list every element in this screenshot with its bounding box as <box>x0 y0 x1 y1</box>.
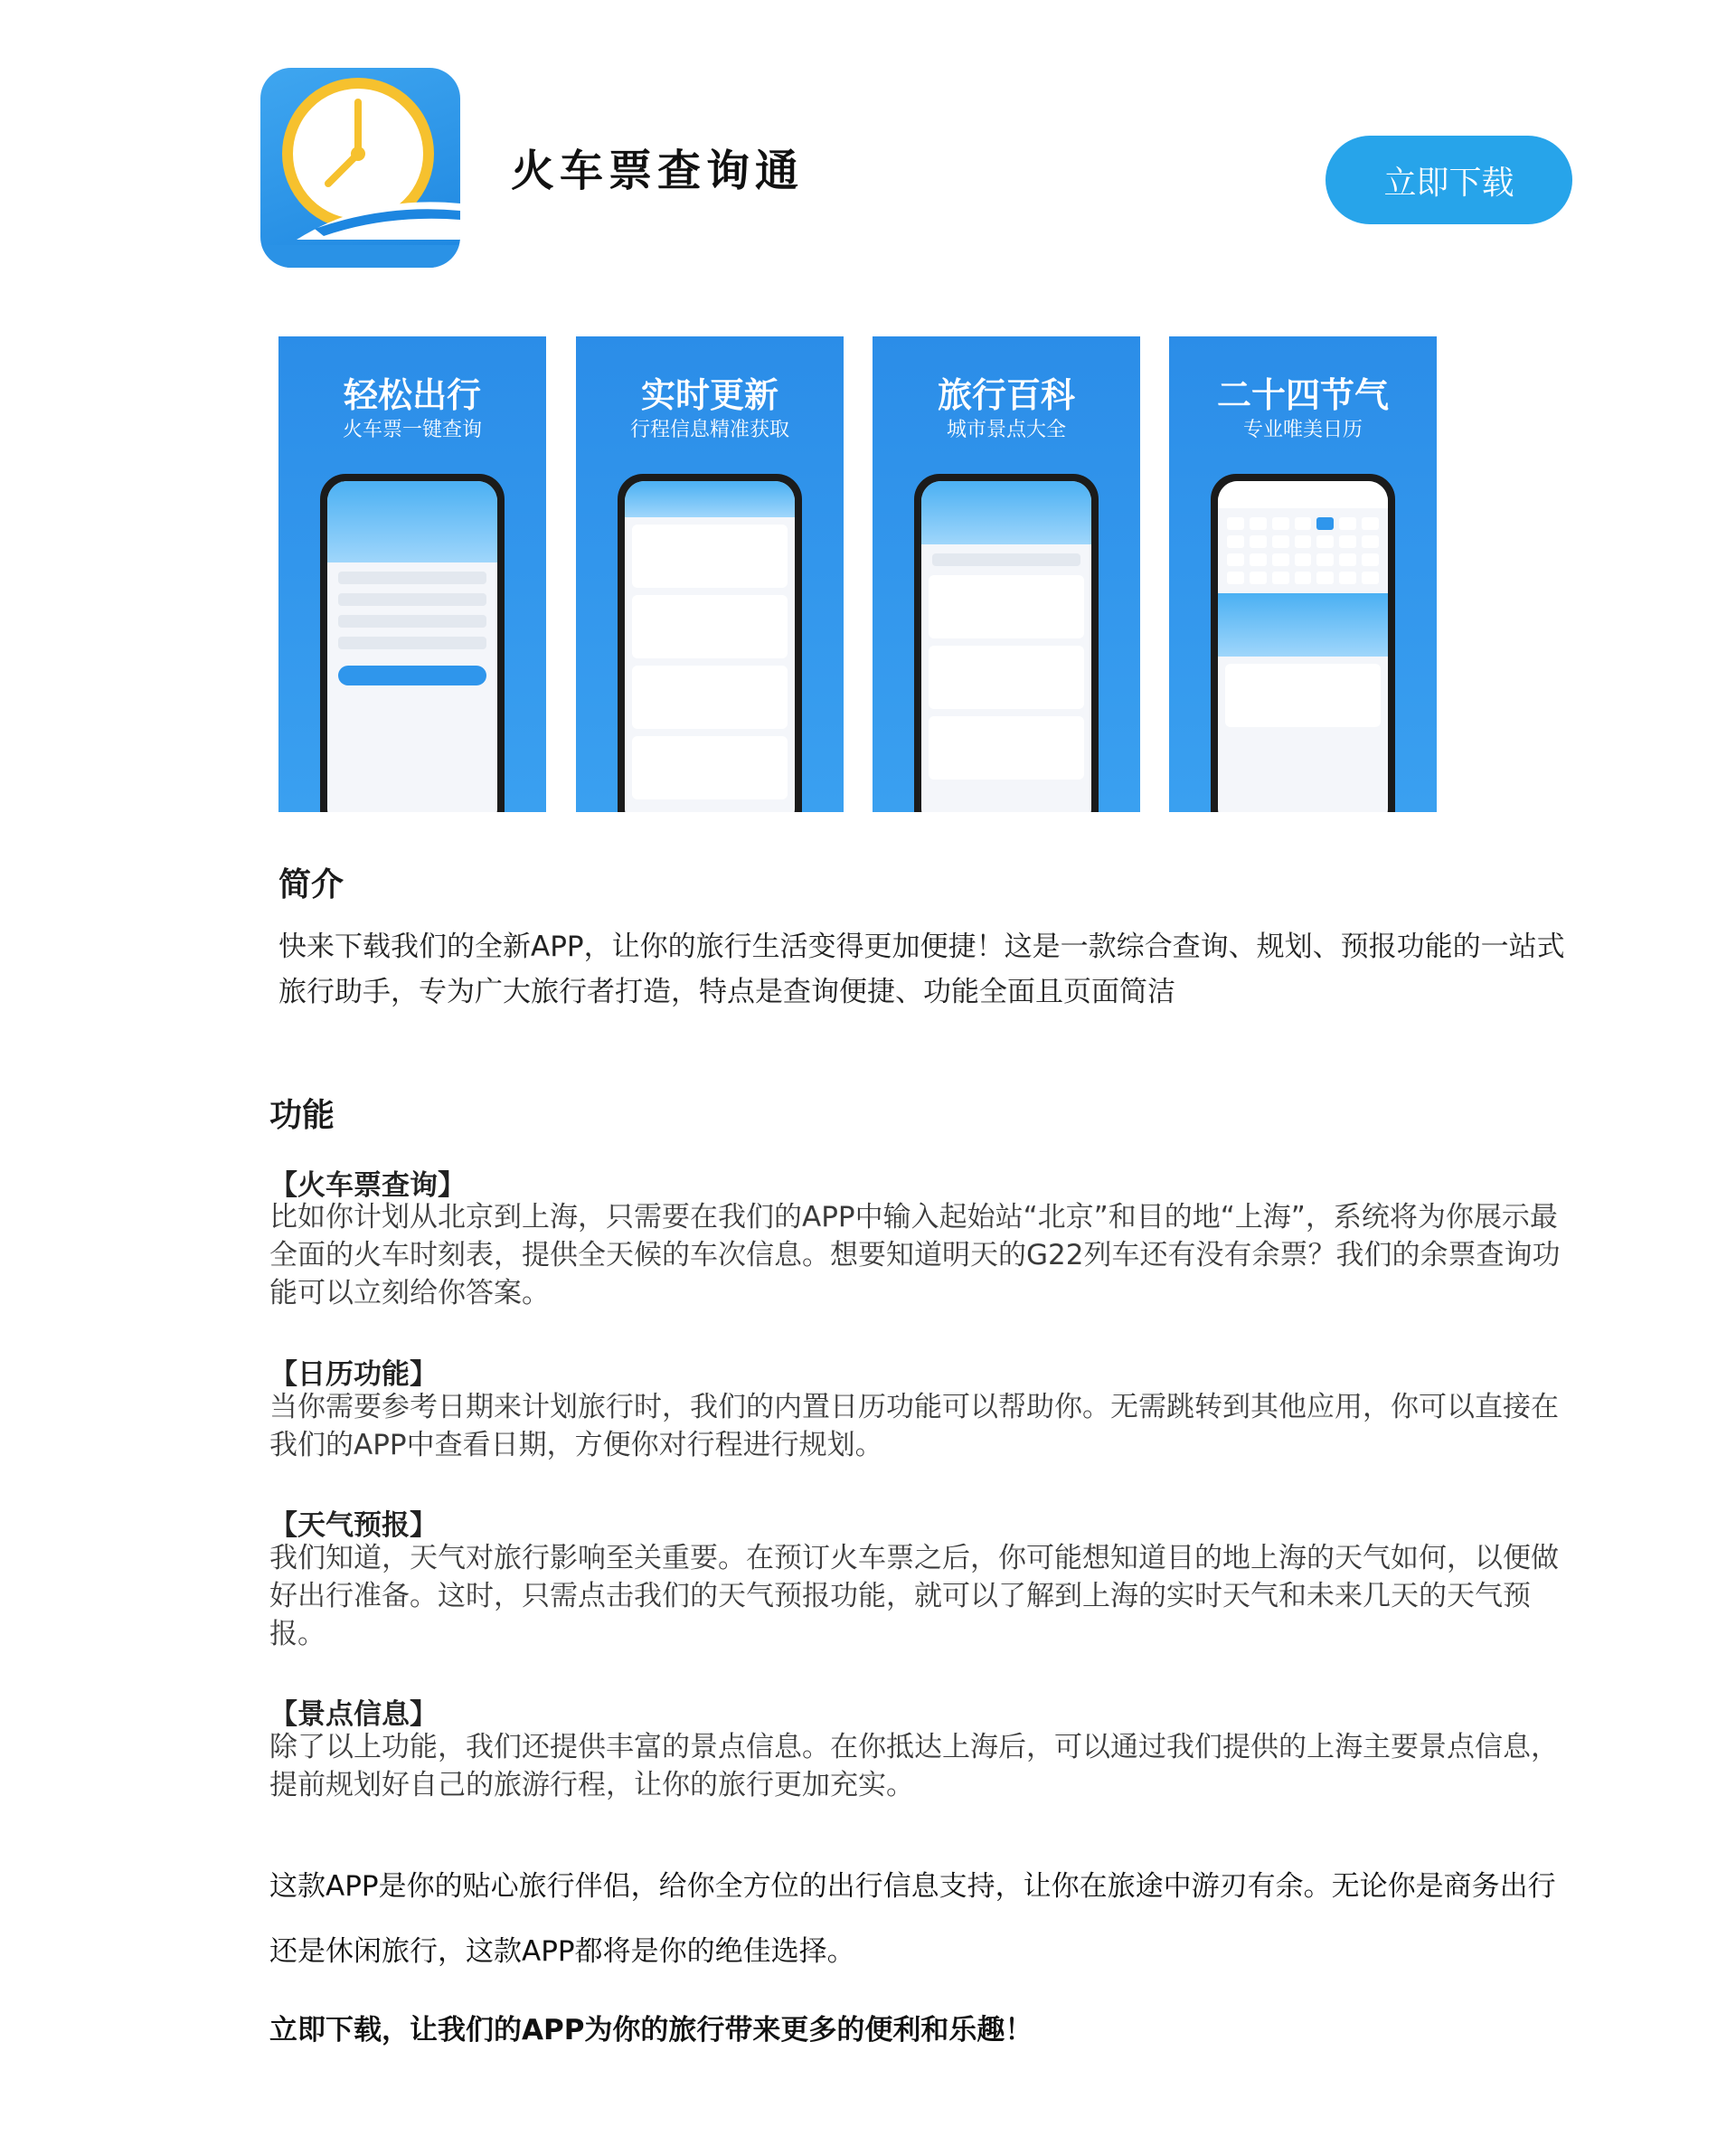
intro-text: 快来下载我们的全新APP，让你的旅行生活变得更加便捷！这是一款综合查询、规划、预报功能的一站式旅行助手，专为广大旅行者打造，特点是查询便捷、功能全面且页面简洁 <box>278 931 1565 1008</box>
feature-text: 我们知道，天气对旅行影响至关重要。在预订火车票之后，你可能想知道目的地上海的天气如何，以便做好出行准备。这时，只需点击我们的天气预报功能，就可以了解到上海的实时天气和未来几天的天气预报。 <box>269 1542 1559 1650</box>
feature-text: 当你需要参考日期来计划旅行时，我们的内置日历功能可以帮助你。无需跳转到其他应用，你可以直接在我们的APP中查看日期，方便你对行程进行规划。 <box>269 1391 1559 1461</box>
screenshot-4[interactable] <box>1169 336 1437 812</box>
screenshot-title: 轻松出行 <box>343 375 481 415</box>
screenshot-subtitle: 火车票一键查询 <box>342 419 482 441</box>
screenshot-3[interactable] <box>873 336 1140 812</box>
phone-mockup <box>618 474 802 812</box>
feature-title: 【天气预报】 <box>269 1509 438 1542</box>
feature-text: 比如你计划从北京到上海，只需要在我们的APP中输入起始站“北京”和目的地“上海”，系统将为你展示最全面的火车时刻表，提供全天候的车次信息。想要知道明天的G22列车还有没有余票？我们的余票查询功能可以立刻给你答案。 <box>269 1201 1561 1309</box>
app-title: 火车票查询通 <box>511 146 805 196</box>
screenshot-subtitle: 城市景点大全 <box>946 419 1066 441</box>
phone-mockup <box>320 474 505 812</box>
feature-title: 【火车票查询】 <box>269 1169 466 1202</box>
download-button[interactable]: 立即下载 <box>1326 136 1572 224</box>
closing-text: 这款APP是你的贴心旅行伴侣，给你全方位的出行信息支持，让你在旅途中游刃有余。无论你是商务出行还是休闲旅行，这款APP都将是你的绝佳选择。 <box>269 1870 1556 1968</box>
screenshot-subtitle: 专业唯美日历 <box>1242 419 1363 441</box>
app-icon <box>260 68 460 268</box>
features-heading: 功能 <box>269 1097 335 1134</box>
phone-mockup <box>914 474 1099 812</box>
screenshot-1[interactable] <box>278 336 546 812</box>
feature-text: 除了以上功能，我们还提供丰富的景点信息。在你抵达上海后，可以通过我们提供的上海主要景点信息，提前规划好自己的旅游行程，让你的旅行更加充实。 <box>269 1731 1559 1801</box>
phone-mockup <box>1211 474 1395 812</box>
screenshot-subtitle: 行程信息精准获取 <box>629 419 789 441</box>
screenshot-title: 实时更新 <box>640 375 778 415</box>
screenshot-2[interactable] <box>576 336 844 812</box>
feature-title: 【景点信息】 <box>269 1698 438 1731</box>
screenshot-title: 二十四节气 <box>1216 375 1389 415</box>
final-call-to-action: 立即下载，让我们的APP为你的旅行带来更多的便利和乐趣！ <box>269 2014 1033 2046</box>
screenshot-title: 旅行百科 <box>937 375 1075 415</box>
clock-train-icon <box>260 68 460 268</box>
intro-heading: 简介 <box>278 866 344 903</box>
feature-title: 【日历功能】 <box>269 1358 438 1391</box>
